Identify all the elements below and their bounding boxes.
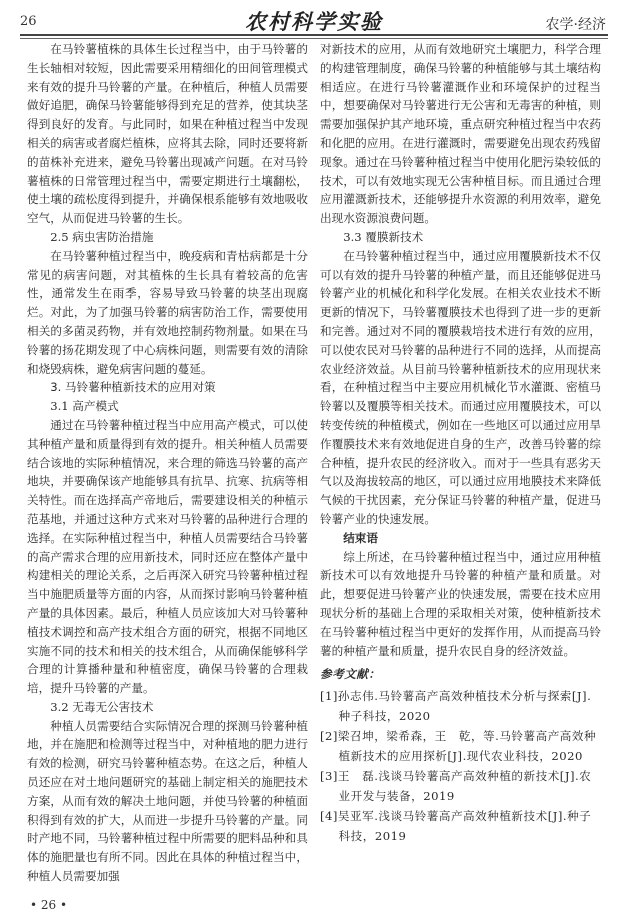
section-heading-3-3: 3.3 覆膜新技术 bbox=[343, 229, 424, 244]
right-column bbox=[320, 40, 601, 660]
reference-item: [2]梁召坤，梁希森，王 乾，等.马铃薯高产高效种植新技术的应用探析[J].现代农业科技，2020 bbox=[320, 729, 597, 763]
paragraph: 在马铃薯种植过程当中，通过应用覆膜新技术不仅可以有效的提升马铃薯的种植产量，而且还能够促进马铃薯产业的机械化和科学化发展。在相关农业技术不断更新的情况下，马铃薯覆膜技术也得到了进一步的更新和完善。通过对不同的覆膜栽培技术进行有效的应用，可以使农民对马铃薯的品种进行不同的选择，从而提高农业经济效益。从目前马铃薯种植新技术的应用现状来看，在种植过程当中主要应用机械化节水灌溉、密植马铃薯以及覆膜等相关技术。而通过应用覆膜技术，可以转变传统的种植模式，例如在一些地区可以通过应用旱作覆膜技术来有效地促进自身的生产，改善马铃薯的综合种植，提升农民的经济收入。而对于一些具有恶劣天气以及海拔较高的地区，可以通过应用地膜技术来降低气候的干扰因素，充分保证马铃薯的种植产量，促进马铃薯产业的快速发展。 bbox=[320, 248, 601, 526]
reference-item: [1]孙志伟.马铃薯高产高效种植技术分析与探索[J].种子科技，2020 bbox=[320, 689, 592, 723]
reference-item: [3]王 磊.浅谈马铃薯高产高效种植的新技术[J].农业开发与装备，2019 bbox=[320, 769, 592, 803]
paragraph: 综上所述，在马铃薯种植过程当中，通过应用种植新技术可以有效地提升马铃薯的种植产量和质量。对此，想要促进马铃薯产业的快速发展，需要在技术应用现状分析的基础上合理的采取相关对策，使种植新技术在马铃薯种植过程当中更好的发挥作用，从而提高马铃薯的种植产量和质量，提升农民自身的经济效益。 bbox=[320, 549, 601, 658]
references-title: 参考文献： bbox=[320, 667, 381, 681]
section-heading-3: 3. 马铃薯种植新技术的应用对策 bbox=[50, 380, 216, 395]
header-rule-thick bbox=[20, 34, 608, 36]
section-heading-2-5: 2.5 病虫害防治措施 bbox=[50, 229, 154, 244]
paragraph: 在马铃薯种植过程当中，晚疫病和青枯病都是十分常见的病害问题，对其植株的生长具有着较高的危害性，通常发生在雨季，容易导致马铃薯的块茎出现腐烂。对此，为了加强马铃薯的病害防治工作，需要使用相关的多菌灵药物，并有效地控制药物剂量。如果在马铃薯的扬花期发现了中心病株问题，则需要有效的清除和烧毁病株，避免病害问题的蔓延。 bbox=[27, 248, 308, 376]
left-column bbox=[27, 40, 308, 886]
footer-page-number: • 26 • bbox=[30, 898, 68, 912]
paragraph: 种植人员需要结合实际情况合理的探测马铃薯种植地，并在施肥和检测等过程当中，对种植地的肥力进行有效的检测，研究马铃薯种植态势。在这之后，种植人员还应在对土地问题研究的基础上制定相关的施肥技术方案，从而有效的解决土地问题，并使马铃薯的种植面积得到有效的扩大，从而进一步提升马铃薯的产量。同时产地不同，马铃薯种植过程中所需要的肥料品种和具体的施肥量也有所不同。因此在具体的种植过程当中，种植人员需要加强 bbox=[27, 718, 308, 884]
conclusion-heading: 结束语 bbox=[343, 530, 378, 545]
paragraph: 对新技术的应用，从而有效地研究土壤肥力，科学合理的构建管理制度，确保马铃薯的种植能够与其土壤结构相适应。在进行马铃薯灌溉作业和环境保护的过程当中，想要确保对马铃薯进行无公害和无毒害的种植，则需要加强保护其产地环境，重点研究种植过程当中农药和化肥的应用。在进行灌溉时，需要避免出现农药残留现象。通过在马铃薯种植过程当中使用化肥污染较低的技术，可以有效地实现无公害种植目标。而且通过合理应用灌溉新技术，还能够提升水资源的利用效率，避免出现水资源浪费问题。 bbox=[320, 42, 601, 226]
header-page-number: 26 bbox=[20, 14, 37, 29]
paragraph: 通过在马铃薯种植过程当中应用高产模式，可以使其种植产量和质量得到有效的提升。相关种植人员需要结合该地的实际种植情况，来合理的筛选马铃薯的高产地块，并要确保该产地能够具有抗旱、抗寒、抗病等相关特性。而在选择高产帝地后，需要建设相关的种植示范基地，并通过这种方式来对马铃薯的品种进行合理的选择。在实际种植过程当中，种植人员需要结合马铃薯的高产需求合理的应用新技术，同时还应在整体产量中构建相关的理论关系，之后再深入研究马铃薯种植过程当中施肥质量等方面的内容，从而探讨影响马铃薯种植产量的具体因素。最后，种植人员应该加大对马铃薯种植技术调控和高产技术组合方面的研究，根据不同地区实施不同的技术和相关的技术组合，从而确保能够科学合理的计算播种量和种植密度，确保马铃薯的合理栽培，提升马铃薯的产量。 bbox=[27, 417, 308, 696]
paragraph: 在马铃薯植株的具体生长过程当中，由于马铃薯的生长轴相对较短，因此需要采用精细化的田间管理模式来有效的提升马铃薯的产量。在种植后，种植人员需要做好追肥，确保马铃薯能够得到充足的营养，使其块茎得到良好的发育。与此同时，如果在种植过程当中发现相关的病害或者腐烂植株，应将其去除，同时还要将新的苗株补充进来，避免马铃薯出现减产问题。在对马铃薯植株的日常管理过程当中，需要定期进行土壤翻松，使土壤的疏松度得到提升，并确保根系能够有效地吸收空气，从而促进马铃薯的生长。 bbox=[27, 42, 308, 226]
header-section: 农学·经济 bbox=[545, 17, 606, 33]
references bbox=[320, 664, 603, 846]
reference-item: [4]吴亚军.浅谈马铃薯高产高效种植新技术[J].种子科技，2019 bbox=[320, 809, 592, 843]
journal-logo: 农村科学实验 bbox=[245, 9, 383, 34]
section-heading-3-1: 3.1 高产模式 bbox=[50, 399, 119, 414]
section-heading-3-2: 3.2 无毒无公害技术 bbox=[50, 699, 154, 714]
header-rule-thin bbox=[20, 38, 608, 39]
